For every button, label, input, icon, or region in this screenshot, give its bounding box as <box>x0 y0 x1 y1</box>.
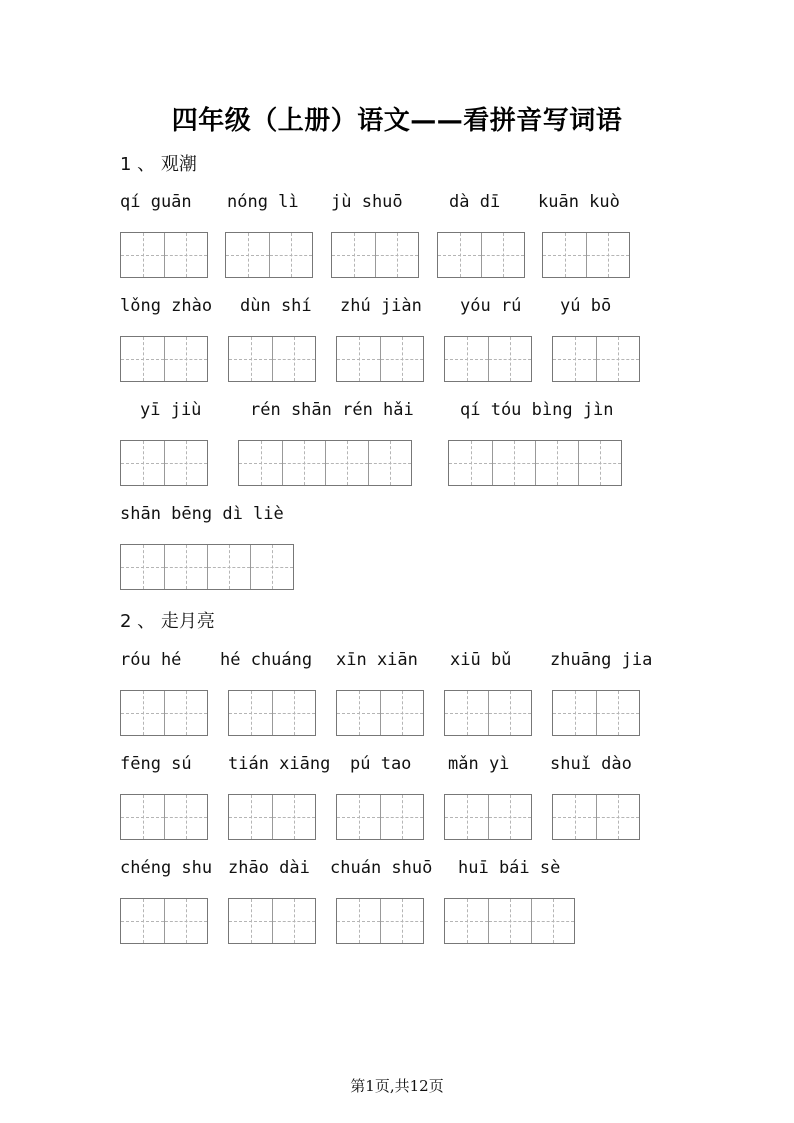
writing-cell[interactable] <box>445 691 488 735</box>
writing-cell[interactable] <box>164 691 207 735</box>
pinyin-label: róu hé <box>120 650 182 670</box>
writing-grid[interactable] <box>336 794 424 840</box>
writing-cell[interactable] <box>488 899 531 943</box>
writing-cell[interactable] <box>239 441 282 485</box>
pinyin-label: huī bái sè <box>458 858 561 878</box>
writing-cell[interactable] <box>380 337 423 381</box>
writing-cell[interactable] <box>325 441 368 485</box>
writing-cell[interactable] <box>229 795 272 839</box>
writing-cell[interactable] <box>272 795 315 839</box>
writing-grid[interactable] <box>225 232 313 278</box>
pinyin-label: jù shuō <box>331 192 403 212</box>
writing-cell[interactable] <box>553 795 596 839</box>
writing-grid[interactable] <box>120 440 208 486</box>
writing-cell[interactable] <box>272 899 315 943</box>
writing-grid[interactable] <box>331 232 419 278</box>
page-title: 四年级（上册）语文——看拼音写词语 <box>171 106 623 136</box>
pinyin-label: kuān kuò <box>538 192 620 212</box>
writing-cell[interactable] <box>337 691 380 735</box>
writing-grid[interactable] <box>437 232 525 278</box>
writing-cell[interactable] <box>553 337 596 381</box>
writing-cell[interactable] <box>121 545 164 589</box>
writing-cell[interactable] <box>229 691 272 735</box>
writing-cell[interactable] <box>164 337 207 381</box>
writing-grid[interactable] <box>120 336 208 382</box>
writing-cell[interactable] <box>449 441 492 485</box>
writing-grid[interactable] <box>120 794 208 840</box>
writing-cell[interactable] <box>229 899 272 943</box>
writing-cell[interactable] <box>337 795 380 839</box>
writing-cell[interactable] <box>121 441 164 485</box>
pinyin-label: shuǐ dào <box>550 754 632 774</box>
writing-grid[interactable] <box>228 336 316 382</box>
writing-grid[interactable] <box>448 440 622 486</box>
pinyin-label: dùn shí <box>240 296 312 316</box>
writing-cell[interactable] <box>164 441 207 485</box>
writing-cell[interactable] <box>596 691 639 735</box>
pinyin-label: chéng shu <box>120 858 213 878</box>
writing-cell[interactable] <box>535 441 578 485</box>
writing-cell[interactable] <box>445 795 488 839</box>
pinyin-label: zhuāng jia <box>550 650 653 670</box>
writing-cell[interactable] <box>272 691 315 735</box>
section-heading-1: 1 、 观潮 <box>120 154 197 175</box>
pinyin-label: shān bēng dì liè <box>120 504 284 524</box>
writing-grid[interactable] <box>228 898 316 944</box>
writing-cell[interactable] <box>380 795 423 839</box>
writing-cell[interactable] <box>380 899 423 943</box>
writing-cell[interactable] <box>586 233 629 277</box>
writing-cell[interactable] <box>445 337 488 381</box>
writing-cell[interactable] <box>272 337 315 381</box>
writing-cell[interactable] <box>121 899 164 943</box>
writing-grid[interactable] <box>336 898 424 944</box>
writing-cell[interactable] <box>164 795 207 839</box>
writing-cell[interactable] <box>380 691 423 735</box>
writing-cell[interactable] <box>492 441 535 485</box>
writing-grid[interactable] <box>120 898 208 944</box>
pinyin-label: qí guān <box>120 192 192 212</box>
writing-cell[interactable] <box>368 441 411 485</box>
writing-cell[interactable] <box>531 899 574 943</box>
writing-grid[interactable] <box>552 690 640 736</box>
writing-cell[interactable] <box>337 337 380 381</box>
pinyin-label: tián xiāng <box>228 754 331 774</box>
writing-cell[interactable] <box>578 441 621 485</box>
writing-grid[interactable] <box>228 794 316 840</box>
pinyin-label: yī jiù <box>140 400 202 420</box>
writing-cell[interactable] <box>229 337 272 381</box>
writing-cell[interactable] <box>164 899 207 943</box>
pinyin-label: yóu rú <box>460 296 522 316</box>
writing-grid[interactable] <box>336 336 424 382</box>
writing-cell[interactable] <box>121 233 164 277</box>
pinyin-label: rén shān rén hǎi <box>250 400 414 420</box>
writing-grid[interactable] <box>444 898 575 944</box>
pinyin-label: chuán shuō <box>330 858 433 878</box>
pinyin-label: pú tao <box>350 754 412 774</box>
writing-grid[interactable] <box>120 690 208 736</box>
writing-grid[interactable] <box>336 690 424 736</box>
pinyin-label: zhāo dài <box>228 858 310 878</box>
writing-cell[interactable] <box>164 545 207 589</box>
writing-cell[interactable] <box>226 233 269 277</box>
pinyin-label: qí tóu bìng jìn <box>460 400 614 420</box>
writing-cell[interactable] <box>337 899 380 943</box>
writing-grid[interactable] <box>238 440 412 486</box>
writing-grid[interactable] <box>542 232 630 278</box>
pinyin-label: xiū bǔ <box>450 650 512 670</box>
writing-cell[interactable] <box>375 233 418 277</box>
writing-cell[interactable] <box>121 337 164 381</box>
writing-cell[interactable] <box>488 691 531 735</box>
writing-grid[interactable] <box>120 232 208 278</box>
writing-cell[interactable] <box>438 233 481 277</box>
pinyin-label: yú bō <box>560 296 612 316</box>
writing-grid[interactable] <box>120 544 294 590</box>
writing-grid[interactable] <box>444 336 532 382</box>
writing-cell[interactable] <box>269 233 312 277</box>
writing-cell[interactable] <box>207 545 250 589</box>
section-heading-2: 2 、 走月亮 <box>120 611 215 632</box>
pinyin-label: xīn xiān <box>336 650 418 670</box>
writing-cell[interactable] <box>543 233 586 277</box>
writing-cell[interactable] <box>250 545 293 589</box>
pinyin-label: fēng sú <box>120 754 192 774</box>
writing-cell[interactable] <box>596 795 639 839</box>
writing-cell[interactable] <box>282 441 325 485</box>
writing-cell[interactable] <box>488 337 531 381</box>
writing-cell[interactable] <box>445 899 488 943</box>
pinyin-label: dà dī <box>449 192 501 212</box>
pinyin-label: lǒng zhào <box>120 296 213 316</box>
pinyin-label: hé chuáng <box>220 650 313 670</box>
pinyin-label: nóng lì <box>227 192 299 212</box>
writing-grid[interactable] <box>552 794 640 840</box>
writing-cell[interactable] <box>488 795 531 839</box>
writing-cell[interactable] <box>121 691 164 735</box>
writing-grid[interactable] <box>444 690 532 736</box>
writing-grid[interactable] <box>552 336 640 382</box>
writing-grid[interactable] <box>228 690 316 736</box>
pinyin-label: zhú jiàn <box>340 296 422 316</box>
pinyin-label: mǎn yì <box>448 754 510 774</box>
writing-cell[interactable] <box>164 233 207 277</box>
writing-cell[interactable] <box>332 233 375 277</box>
page-footer: 第1页,共12页 <box>350 1077 444 1095</box>
writing-cell[interactable] <box>121 795 164 839</box>
writing-cell[interactable] <box>481 233 524 277</box>
writing-cell[interactable] <box>553 691 596 735</box>
writing-cell[interactable] <box>596 337 639 381</box>
writing-grid[interactable] <box>444 794 532 840</box>
